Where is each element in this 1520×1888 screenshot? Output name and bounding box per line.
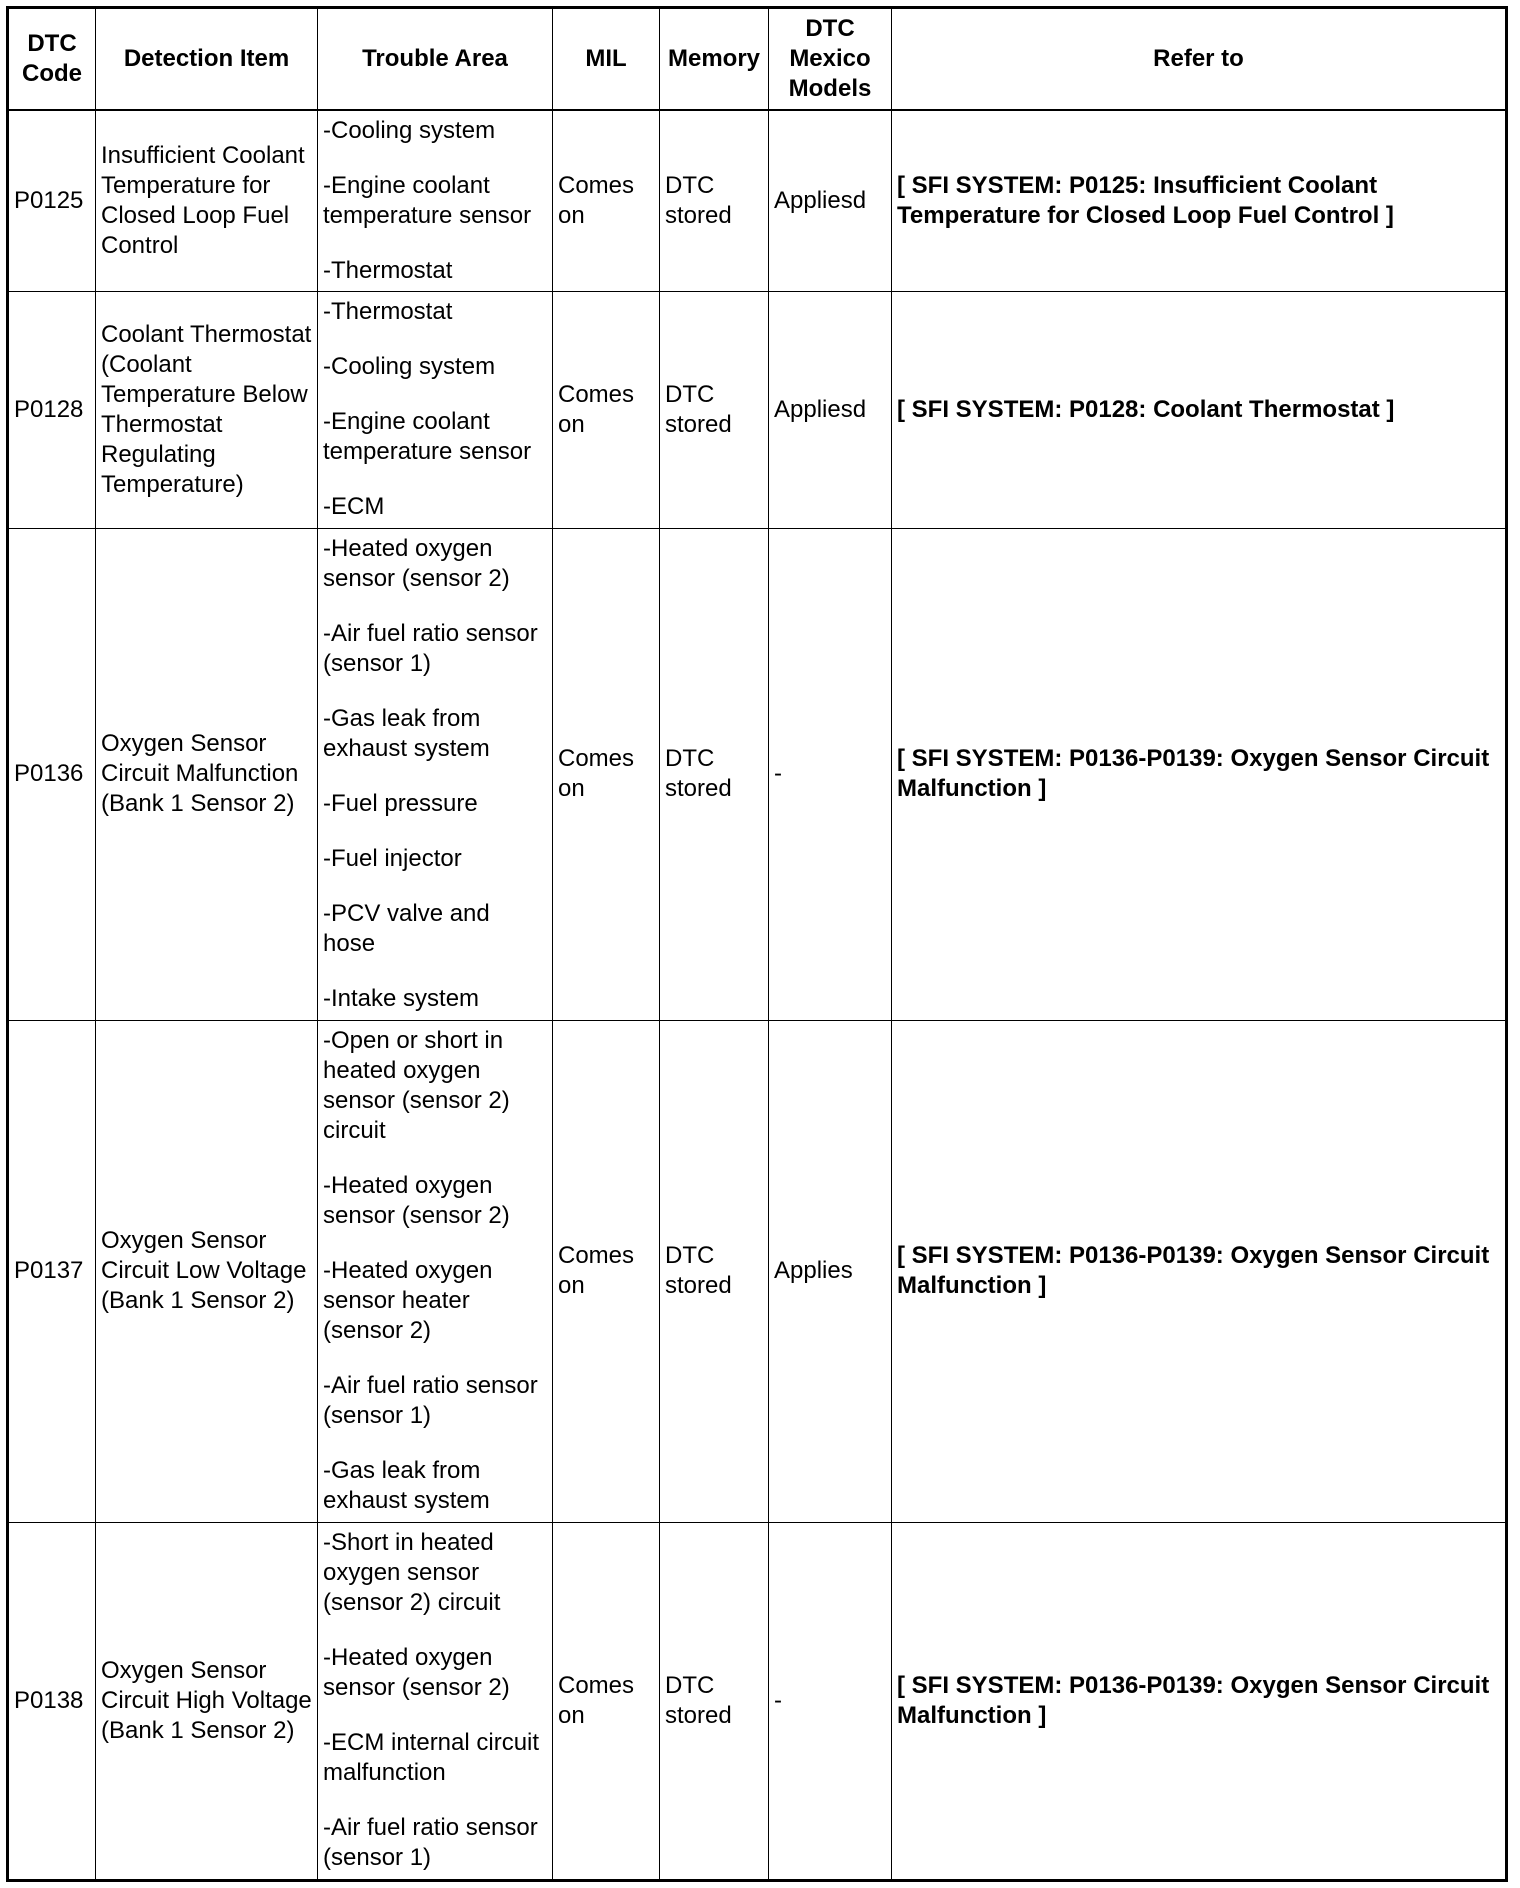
mexico-models: Applies [769, 1020, 892, 1522]
mexico-models: - [769, 528, 892, 1020]
trouble-area-item: -Cooling system [323, 353, 496, 380]
table-row [8, 291, 1507, 528]
table-row [8, 528, 1507, 1020]
refer-link[interactable]: [ SFI SYSTEM: P0128: Coolant Thermostat ] [892, 291, 1507, 528]
trouble-area-item: -Intake system [323, 985, 480, 1012]
detection-item: Oxygen Sensor Circuit High Voltage (Bank 1 Sensor 2) [96, 1522, 318, 1880]
refer-link[interactable]: [ SFI SYSTEM: P0136-P0139: Oxygen Sensor Circuit Malfunction ] [892, 1020, 1507, 1522]
trouble-area-item: -Heated oxygen sensor (sensor 2) [323, 1644, 510, 1701]
detection-item: Coolant Thermostat (Coolant Temperature Below Thermostat Regulating Temperature) [96, 291, 318, 528]
memory-status: DTC stored [660, 291, 769, 528]
trouble-area-item: -Heated oxygen sensor (sensor 2) [323, 1172, 510, 1229]
trouble-area-item: -ECM internal circuit malfunction [323, 1729, 540, 1786]
trouble-area [318, 291, 553, 528]
detection-item: Oxygen Sensor Circuit Low Voltage (Bank 1 Sensor 2) [96, 1020, 318, 1522]
trouble-area-item: -Heated oxygen sensor heater (sensor 2) [323, 1257, 493, 1344]
table-row [8, 1020, 1507, 1522]
dtc-table [6, 6, 1508, 1882]
mexico-models: Appliesd [769, 291, 892, 528]
trouble-area-item: -Engine coolant temperature sensor [323, 408, 532, 465]
trouble-area-item: -Fuel injector [323, 845, 462, 872]
mil-status: Comes on [553, 1020, 660, 1522]
trouble-area-item: -Fuel pressure [323, 790, 478, 817]
header-mexico-models: DTC Mexico Models [769, 8, 892, 111]
mexico-models: Appliesd [769, 110, 892, 291]
header-mil: MIL [553, 8, 660, 111]
memory-status: DTC stored [660, 1522, 769, 1880]
table-row [8, 1522, 1507, 1880]
trouble-area-item: -Thermostat [323, 256, 453, 284]
trouble-area-item: -Heated oxygen sensor (sensor 2) [323, 535, 510, 592]
trouble-area-item: -Open or short in heated oxygen sensor (sensor 2) circuit [323, 1027, 510, 1144]
mil-status: Comes on [553, 1522, 660, 1880]
header-dtc-code: DTC Code [8, 8, 96, 111]
refer-link[interactable]: [ SFI SYSTEM: P0136-P0139: Oxygen Sensor Circuit Malfunction ] [892, 1522, 1507, 1880]
trouble-area-item: -ECM [323, 493, 385, 520]
memory-status: DTC stored [660, 528, 769, 1020]
mil-status: Comes on [553, 291, 660, 528]
trouble-area-item: -Gas leak from exhaust system [323, 705, 490, 762]
trouble-area-item: -Air fuel ratio sensor (sensor 1) [323, 1372, 538, 1429]
memory-status: DTC stored [660, 110, 769, 291]
header-refer-to: Refer to [892, 8, 1507, 111]
table-row [8, 110, 1507, 291]
memory-status: DTC stored [660, 1020, 769, 1522]
trouble-area [318, 1522, 553, 1880]
header-row [8, 8, 1507, 111]
trouble-area-item: -Short in heated oxygen sensor (sensor 2) circuit [323, 1529, 501, 1616]
header-detection-item: Detection Item [96, 8, 318, 111]
refer-link[interactable]: [ SFI SYSTEM: P0136-P0139: Oxygen Sensor Circuit Malfunction ] [892, 528, 1507, 1020]
dtc-code: P0138 [8, 1522, 96, 1880]
refer-link[interactable]: [ SFI SYSTEM: P0125: Insufficient Coolant Temperature for Closed Loop Fuel Control ] [892, 110, 1507, 291]
trouble-area [318, 528, 553, 1020]
header-memory: Memory [660, 8, 769, 111]
header-trouble-area: Trouble Area [318, 8, 553, 111]
mexico-models: - [769, 1522, 892, 1880]
trouble-area [318, 110, 553, 291]
dtc-code: P0137 [8, 1020, 96, 1522]
trouble-area-item: -PCV valve and hose [323, 900, 490, 957]
dtc-code: P0136 [8, 528, 96, 1020]
dtc-code: P0128 [8, 291, 96, 528]
trouble-area-item: -Air fuel ratio sensor (sensor 1) [323, 1814, 538, 1871]
trouble-area [318, 1020, 553, 1522]
dtc-code: P0125 [8, 110, 96, 291]
trouble-area-item: -Air fuel ratio sensor (sensor 1) [323, 620, 538, 677]
detection-item: Insufficient Coolant Temperature for Closed Loop Fuel Control [96, 110, 318, 291]
detection-item: Oxygen Sensor Circuit Malfunction (Bank 1 Sensor 2) [96, 528, 318, 1020]
mil-status: Comes on [553, 528, 660, 1020]
trouble-area-item: -Thermostat [323, 298, 453, 325]
trouble-area-item: -Cooling system [323, 116, 496, 144]
mil-status: Comes on [553, 110, 660, 291]
trouble-area-item: -Engine coolant temperature sensor [323, 171, 532, 229]
trouble-area-item: -Gas leak from exhaust system [323, 1457, 490, 1514]
